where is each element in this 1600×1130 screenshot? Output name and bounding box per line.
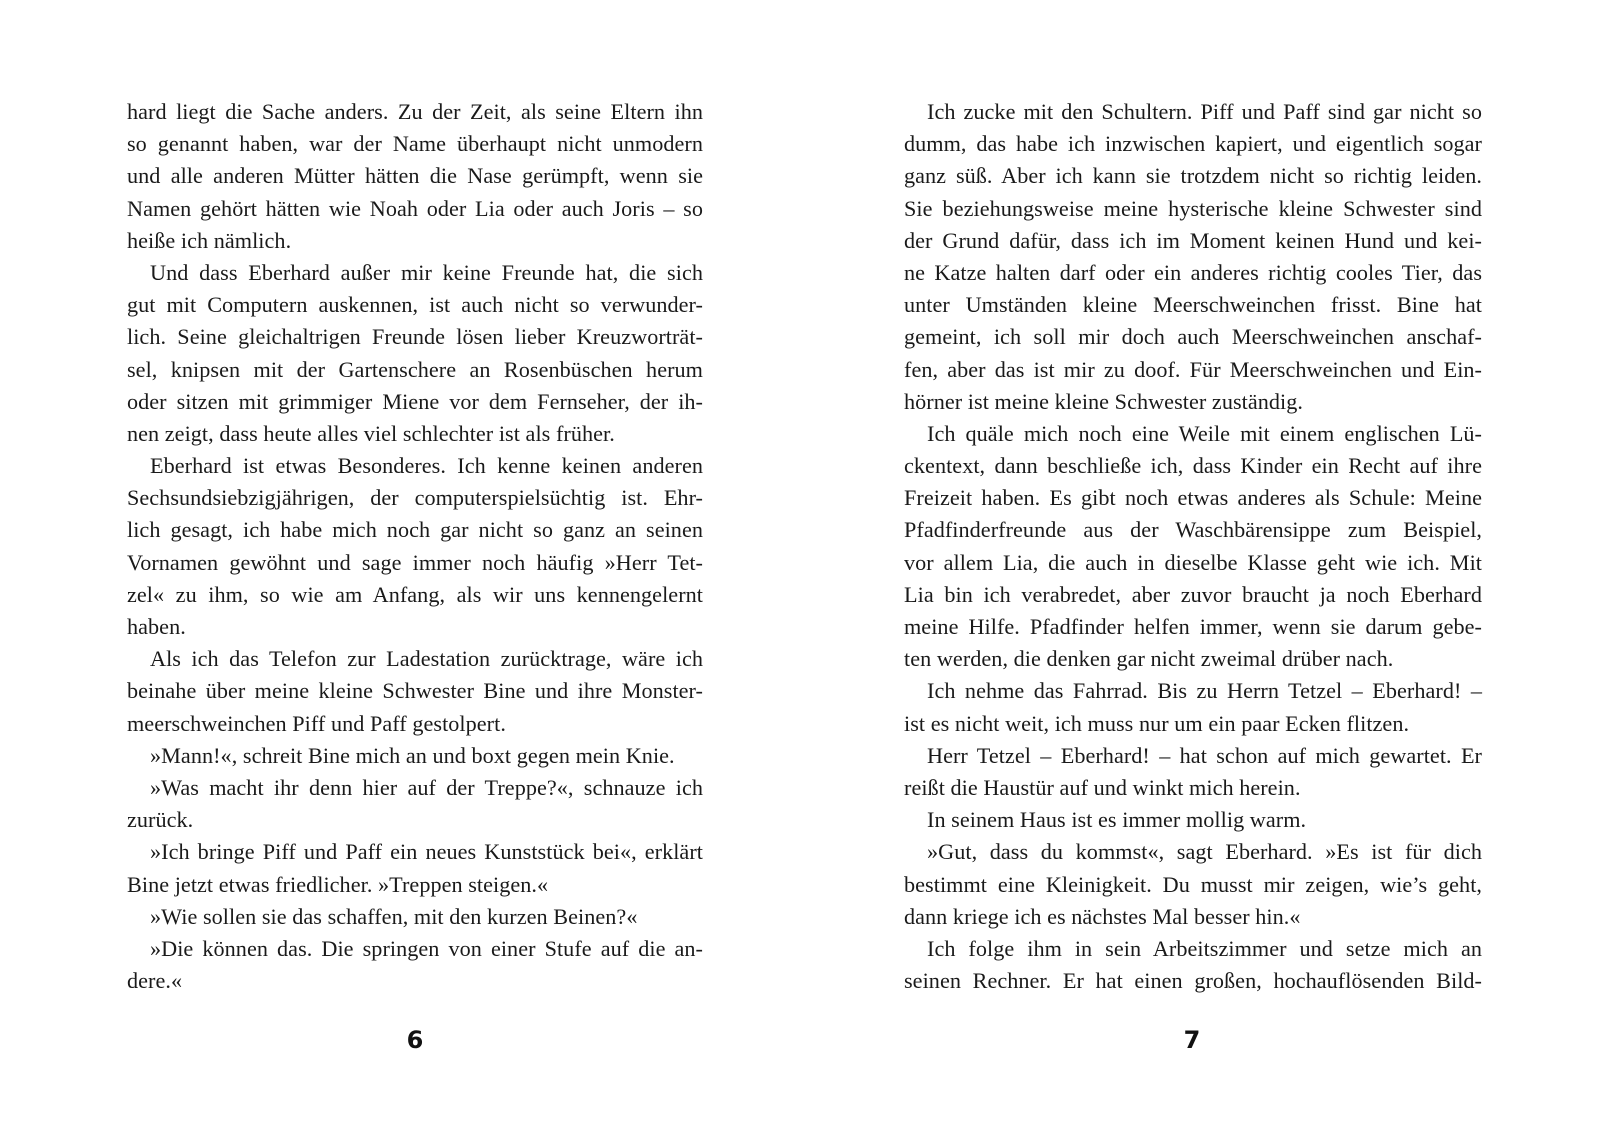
text-line: gut mit Computern auskennen, ist auch nicht so verwunder- xyxy=(127,292,703,318)
text-line: lich. Seine gleichaltrigen Freunde lösen lieber Kreuzworträt- xyxy=(127,324,703,350)
text-line: gemeint, ich soll mir doch auch Meerschweinchen anschaf- xyxy=(904,324,1482,350)
text-line: »Mann!«, schreit Bine mich an und boxt gegen mein Knie. xyxy=(150,742,675,768)
text-line: beinahe über meine kleine Schwester Bine und ihre Monster- xyxy=(127,678,703,704)
text-line: bestimmt eine Kleinigkeit. Du musst mir zeigen, wie’s geht, xyxy=(904,871,1482,897)
right-page xyxy=(904,96,1482,997)
text-line: dann kriege ich es nächstes Mal besser hin.« xyxy=(904,903,1301,929)
text-line: ist es nicht weit, ich muss nur um ein paar Ecken flitzen. xyxy=(904,710,1410,736)
text-line: Ich folge ihm in sein Arbeitszimmer und setze mich an xyxy=(927,935,1482,961)
text-line: dumm, das habe ich inzwischen kapiert, und eigentlich sogar xyxy=(904,131,1482,157)
text-line: dere.« xyxy=(127,968,183,994)
text-line: ten werden, die denken gar nicht zweimal drüber nach. xyxy=(904,646,1394,672)
text-line: der Grund dafür, dass ich im Moment keinen Hund und kei- xyxy=(904,227,1482,253)
page-number-right: 7 xyxy=(1183,1026,1201,1054)
text-line: Als ich das Telefon zur Ladestation zurücktrage, wäre ich xyxy=(150,646,703,672)
text-line: »Ich bringe Piff und Paff ein neues Kunststück bei«, erklärt xyxy=(150,839,703,865)
text-line: Eberhard ist etwas Besonderes. Ich kenne keinen anderen xyxy=(150,453,703,479)
left-page xyxy=(127,96,703,997)
text-line: Namen gehört hätten wie Noah oder Lia oder auch Joris – so xyxy=(127,195,703,221)
text-line: meerschweinchen Piff und Paff gestolpert. xyxy=(127,710,506,736)
text-line: Ich nehme das Fahrrad. Bis zu Herrn Tetzel – Eberhard! – xyxy=(927,678,1482,704)
text-line: Ich zucke mit den Schultern. Piff und Paff sind gar nicht so xyxy=(927,99,1482,124)
text-line: Lia bin ich verabredet, aber zuvor braucht ja noch Eberhard xyxy=(904,581,1482,607)
text-line: so genannt haben, war der Name überhaupt nicht unmodern xyxy=(127,131,703,157)
text-line: meine Hilfe. Pfadfinder helfen immer, wenn sie darum gebe- xyxy=(904,614,1482,639)
text-line: hörner ist meine kleine Schwester zuständig. xyxy=(904,388,1303,414)
text-line: Vornamen gewöhnt und sage immer noch häufig »Herr Tet- xyxy=(127,549,703,575)
text-line: zel« zu ihm, so wie am Anfang, als wir uns kennengelernt xyxy=(127,581,703,607)
text-line: Pfadfinderfreunde aus der Waschbärensippe zum Beispiel, xyxy=(904,517,1482,543)
text-line: vor allem Lia, die auch in dieselbe Klasse geht wie ich. Mit xyxy=(904,549,1482,575)
text-line: fen, aber das ist mir zu doof. Für Meerschweinchen und Ein- xyxy=(904,356,1482,382)
text-line: unter Umständen kleine Meerschweinchen frisst. Bine hat xyxy=(904,292,1482,318)
text-line: Herr Tetzel – Eberhard! – hat schon auf mich gewartet. Er xyxy=(927,742,1482,768)
text-line: Freizeit haben. Es gibt noch etwas anderes als Schule: Meine xyxy=(904,485,1482,511)
text-line: reißt die Haustür auf und winkt mich herein. xyxy=(904,774,1301,800)
text-line: haben. xyxy=(127,614,186,639)
text-line: oder sitzen mit grimmiger Miene vor dem Fernseher, der ih- xyxy=(127,388,703,414)
text-line: ne Katze halten darf oder ein anderes richtig cooles Tier, das xyxy=(904,259,1482,285)
text-line: und alle anderen Mütter hätten die Nase gerümpft, wenn sie xyxy=(127,163,703,189)
text-line: sel, knipsen mit der Gartenschere an Rosenbüschen herum xyxy=(127,356,703,382)
text-line: »Gut, dass du kommst«, sagt Eberhard. »Es ist für dich xyxy=(927,839,1482,865)
text-line: ganz süß. Aber ich kann sie trotzdem nicht so richtig leiden. xyxy=(904,163,1482,189)
text-line: nen zeigt, dass heute alles viel schlechter ist als früher. xyxy=(127,420,615,446)
text-line: hard liegt die Sache anders. Zu der Zeit, als seine Eltern ihn xyxy=(127,99,703,124)
text-line: »Was macht ihr denn hier auf der Treppe?«, schnauze ich xyxy=(150,774,703,800)
text-line: »Wie sollen sie das schaffen, mit den kurzen Beinen?« xyxy=(150,903,638,929)
text-line: Ich quäle mich noch eine Weile mit einem englischen Lü- xyxy=(927,420,1482,446)
text-line: Sie beziehungsweise meine hysterische kleine Schwester sind xyxy=(904,195,1482,221)
text-line: seinen Rechner. Er hat einen großen, hochauflösenden Bild- xyxy=(904,968,1482,994)
text-line: »Die können das. Die springen von einer Stufe auf die an- xyxy=(150,935,703,961)
text-line: lich gesagt, ich habe mich noch gar nicht so ganz an seinen xyxy=(127,517,703,543)
text-line: Und dass Eberhard außer mir keine Freunde hat, die sich xyxy=(150,259,703,285)
text-line: Sechsundsiebzigjährigen, der computerspielsüchtig ist. Ehr- xyxy=(127,485,703,511)
text-line: Bine jetzt etwas friedlicher. »Treppen steigen.« xyxy=(127,871,549,897)
text-line: heiße ich nämlich. xyxy=(127,227,292,253)
text-line: ckentext, dann beschließe ich, dass Kinder ein Recht auf ihre xyxy=(904,453,1482,479)
text-line: In seinem Haus ist es immer mollig warm. xyxy=(927,807,1307,833)
page-number-left: 6 xyxy=(406,1026,424,1054)
text-line: zurück. xyxy=(127,807,194,833)
